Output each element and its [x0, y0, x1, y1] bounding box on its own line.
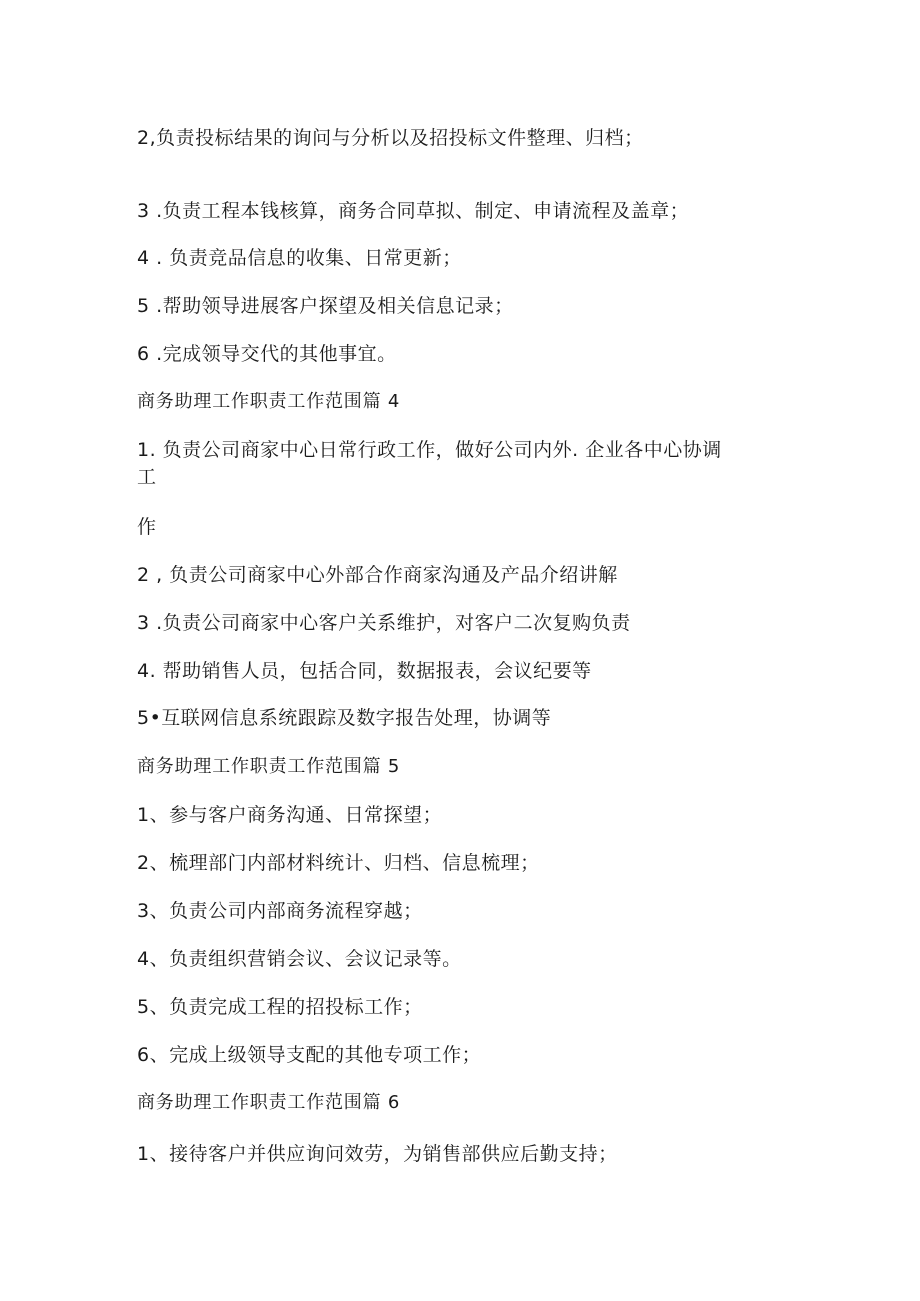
paragraph-line: 1、接待客户并供应询问效劳，为销售部供应后勤支持； [137, 1143, 618, 1165]
paragraph-line: 6 .完成领导交代的其他事宜。 [137, 343, 397, 365]
paragraph-line: 2,负责投标结果的询问与分析以及招投标文件整理、归档； [137, 127, 644, 149]
paragraph-line: 3、负责公司内部商务流程穿越； [137, 900, 423, 922]
paragraph-line: 作 [137, 516, 157, 538]
paragraph-line: 1、参与客户商务沟通、日常探望； [137, 804, 443, 826]
paragraph-line: 1. 负责公司商家中心日常行政工作，做好公司内外. 企业各中心协调 [137, 439, 722, 461]
paragraph-line: 4. 帮助销售人员，包括合同，数据报表，会议纪要等 [137, 660, 592, 682]
paragraph-line: 3 .负责工程本钱核算，商务合同草拟、制定、申请流程及盖章； [137, 200, 690, 222]
section-heading: 商务助理工作职责工作范围篇 4 [137, 391, 401, 412]
paragraph-line: 5、负责完成工程的招投标工作； [137, 996, 423, 1018]
paragraph-line: 5•互联网信息系统跟踪及数字报告处理，协调等 [137, 707, 552, 729]
section-heading: 商务助理工作职责工作范围篇 5 [137, 756, 401, 777]
paragraph-line: 6、完成上级领导支配的其他专项工作； [137, 1044, 482, 1066]
paragraph-line: 2、梳理部门内部材料统计、归档、信息梳理； [137, 852, 540, 874]
paragraph-line: 4、负责组织营销会议、会议记录等。 [137, 948, 462, 970]
paragraph-line: 3 .负责公司商家中心客户关系维护，对客户二次复购负责 [137, 612, 631, 634]
section-heading: 商务助理工作职责工作范围篇 6 [137, 1092, 401, 1113]
paragraph-line: 5 .帮助领导进展客户探望及相关信息记录； [137, 295, 514, 317]
paragraph-line: 工 [137, 466, 157, 488]
paragraph-line: 4 . 负责竞品信息的收集、日常更新； [137, 247, 462, 269]
paragraph-line: 2 , 负责公司商家中心外部合作商家沟通及产品介绍讲解 [137, 564, 618, 586]
